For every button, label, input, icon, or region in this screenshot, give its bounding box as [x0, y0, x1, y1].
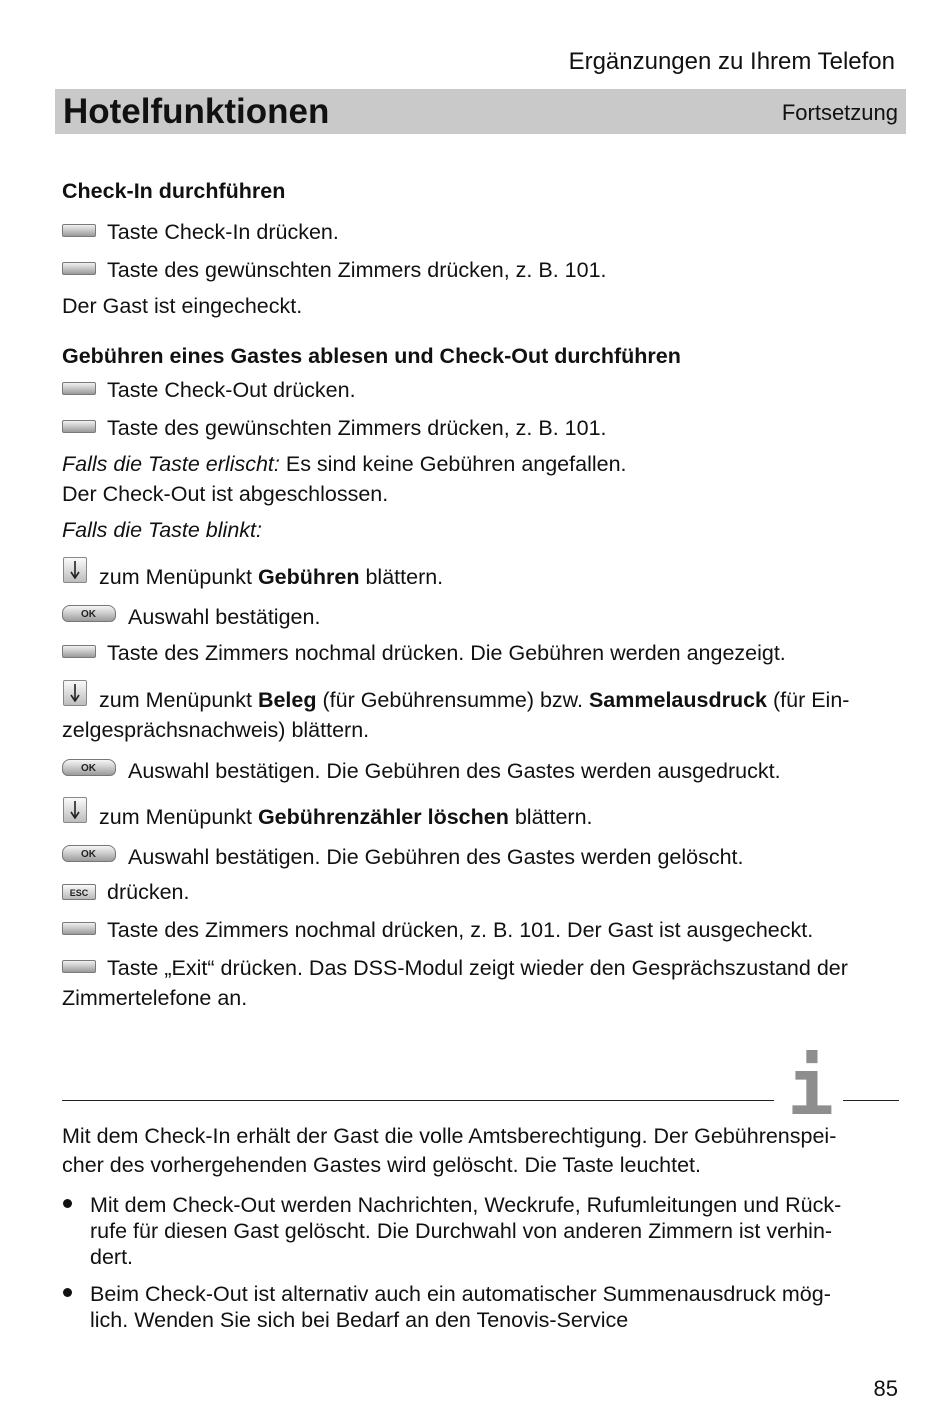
step-text: (für Gebührensumme) bzw. [316, 688, 589, 712]
step-text: (für Ein- [767, 688, 850, 712]
step-confirm-print: Auswahl bestätigen. Die Gebühren des Gastes werden ausgedruckt. [128, 759, 781, 783]
step-exit-line2: Zimmertelefone an. [62, 986, 248, 1010]
case-erlischt-text: Es sind keine Gebühren angefallen. [279, 452, 627, 476]
esc-key-icon: ESC [62, 884, 96, 900]
step-scroll-gebuehren [99, 564, 443, 590]
case-erlischt [62, 451, 627, 477]
checkout-step-2: Taste des gewünschten Zimmers drücken, z. B. 101. [107, 416, 607, 440]
checkout-step-1: Taste Check-Out drücken. [107, 378, 356, 402]
bullet-icon [63, 1288, 72, 1297]
bullet-icon [63, 1199, 72, 1208]
continuation-label: Fortsetzung [781, 100, 898, 125]
case-erlischt-label: Falls die Taste erlischt: [62, 452, 280, 476]
ok-key-icon: OK [62, 845, 116, 862]
step-text: blättern. [359, 565, 444, 589]
checkin-step-2: Taste des gewünschten Zimmers drücken, z. B. 101. [107, 258, 607, 282]
checkin-step-1: Taste Check-In drücken. [107, 220, 339, 244]
ok-key-icon: OK [62, 759, 116, 776]
ok-key-icon: OK [62, 605, 116, 622]
step-text: blättern. [508, 805, 593, 829]
function-key-icon [62, 420, 96, 433]
step-text: zum Menüpunkt [99, 805, 258, 829]
page-number: 85 [873, 1376, 898, 1401]
function-key-icon [62, 224, 96, 237]
title-bar [55, 89, 906, 134]
step-exit: Taste „Exit“ drücken. Das DSS-Modul zeigt wieder den Gesprächszustand der [107, 956, 848, 980]
step-esc: drücken. [107, 880, 190, 904]
info-divider-left [62, 1100, 774, 1101]
arrow-down-icon [63, 557, 87, 583]
step-checkout-room: Taste des Zimmers nochmal drücken, z. B. 101. Der Gast ist ausgecheckt. [107, 918, 814, 942]
step-text: zum Menüpunkt [99, 688, 258, 712]
checkin-result: Der Gast ist eingecheckt. [62, 294, 303, 318]
menu-item-gebuehren: Gebühren [257, 565, 360, 589]
info-bullet1-line1: Mit dem Check-Out werden Nachrichten, Weckrufe, Rufumleitungen und Rück- [90, 1193, 842, 1217]
menu-item-zaehler-loeschen: Gebührenzähler löschen [257, 805, 509, 829]
menu-item-beleg: Beleg [257, 688, 317, 712]
info-paragraph-line2: cher des vorhergehenden Gastes wird gelöscht. Die Taste leuchtet. [62, 1153, 701, 1177]
step-scroll-zaehler [99, 804, 593, 830]
info-bullet1-line2: rufe für diesen Gast gelöscht. Die Durchwahl von anderen Zimmern ist verhin- [90, 1219, 833, 1243]
function-key-icon [62, 960, 96, 973]
arrow-down-icon [63, 680, 87, 706]
step-scroll-beleg [99, 687, 849, 713]
step-confirm-delete: Auswahl bestätigen. Die Gebühren des Gastes werden gelöscht. [128, 845, 744, 869]
function-key-icon [62, 262, 96, 275]
case-erlischt-line2: Der Check-Out ist abgeschlossen. [62, 482, 389, 506]
info-icon: i [787, 1043, 834, 1133]
case-blinkt-label-text: Falls die Taste blinkt: [62, 518, 262, 542]
function-key-icon [62, 922, 96, 935]
function-key-icon [62, 382, 96, 395]
step-scroll-beleg-line2: zelgesprächsnachweis) blättern. [62, 718, 370, 742]
step-confirm-1: Auswahl bestätigen. [128, 605, 321, 629]
section-header: Ergänzungen zu Ihrem Telefon [568, 48, 895, 75]
info-divider-right [843, 1100, 899, 1101]
checkin-heading: Check-In durchführen [62, 179, 286, 203]
function-key-icon [62, 645, 96, 658]
page-title: Hotelfunktionen [63, 92, 330, 131]
menu-item-sammelausdruck: Sammelausdruck [588, 688, 768, 712]
info-bullet1-line3: dert. [90, 1245, 134, 1269]
info-bullet2-line1: Beim Check-Out ist alternativ auch ein automatischer Summenausdruck mög- [90, 1282, 831, 1306]
info-bullet2-line2: lich. Wenden Sie sich bei Bedarf an den Tenovis-Service [90, 1308, 629, 1332]
info-paragraph-line1: Mit dem Check-In erhält der Gast die volle Amtsberechtigung. Der Gebührenspei- [62, 1124, 837, 1148]
checkout-heading: Gebühren eines Gastes ablesen und Check-Out durchführen [62, 344, 681, 368]
step-room-again: Taste des Zimmers nochmal drücken. Die Gebühren werden angezeigt. [107, 641, 786, 665]
step-text: zum Menüpunkt [99, 565, 258, 589]
arrow-down-icon [63, 797, 87, 823]
case-blinkt-label [62, 517, 262, 543]
